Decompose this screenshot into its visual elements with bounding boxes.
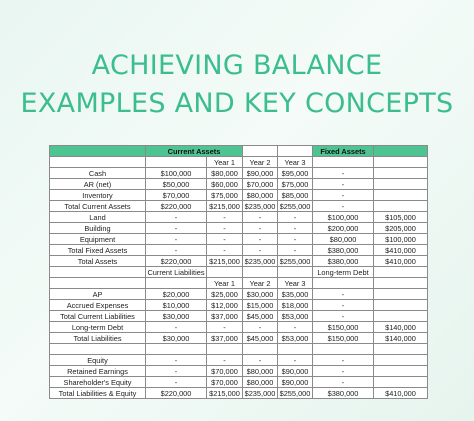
table-row: [50, 366, 428, 377]
value-cell: $75,000: [207, 190, 243, 201]
table-cell: [278, 267, 313, 278]
value-cell: [374, 201, 428, 212]
empty-cell: [207, 344, 243, 355]
value-cell: $410,000: [374, 388, 428, 399]
value-cell: [374, 355, 428, 366]
row-label: Cash: [50, 168, 146, 179]
value-cell: $380,000: [313, 388, 374, 399]
value-cell: -: [243, 355, 278, 366]
value-cell: $53,000: [278, 311, 313, 322]
row-label: Total Fixed Assets: [50, 245, 146, 256]
table-row: [50, 388, 428, 399]
value-cell: $60,000: [207, 179, 243, 190]
value-cell: $75,000: [278, 179, 313, 190]
value-cell: [374, 168, 428, 179]
table-cell: [374, 157, 428, 168]
value-cell: -: [243, 234, 278, 245]
value-cell: -: [146, 223, 207, 234]
value-cell: $100,000: [146, 168, 207, 179]
balance-sheet-table: [49, 145, 428, 399]
year-header: Year 3: [278, 278, 313, 289]
value-cell: $255,000: [278, 388, 313, 399]
section-header-row: [50, 146, 428, 157]
table-row: [50, 212, 428, 223]
value-cell: -: [146, 212, 207, 223]
page-title-line-2: EXAMPLES AND KEY CONCEPTS: [20, 88, 454, 119]
value-cell: $105,000: [374, 212, 428, 223]
value-cell: $70,000: [243, 179, 278, 190]
blank-row: [50, 344, 428, 355]
value-cell: -: [313, 300, 374, 311]
section-header-row: [50, 267, 428, 278]
value-cell: $220,000: [146, 388, 207, 399]
row-label: AR (net): [50, 179, 146, 190]
table-row: [50, 377, 428, 388]
empty-cell: [374, 344, 428, 355]
value-cell: [374, 179, 428, 190]
table-row: [50, 300, 428, 311]
value-cell: $53,000: [278, 333, 313, 344]
value-cell: $18,000: [278, 300, 313, 311]
value-cell: $215,000: [207, 388, 243, 399]
value-cell: -: [243, 223, 278, 234]
section-header-long-term-debt: Long-term Debt: [313, 267, 374, 278]
value-cell: $70,000: [207, 366, 243, 377]
empty-cell: [50, 344, 146, 355]
value-cell: -: [243, 322, 278, 333]
value-cell: -: [146, 322, 207, 333]
value-cell: $35,000: [278, 289, 313, 300]
value-cell: -: [207, 223, 243, 234]
value-cell: -: [207, 355, 243, 366]
table-cell: [313, 278, 374, 289]
year-header-row: [50, 157, 428, 168]
value-cell: $410,000: [374, 256, 428, 267]
row-label: Accrued Expenses: [50, 300, 146, 311]
value-cell: -: [146, 355, 207, 366]
value-cell: $90,000: [243, 168, 278, 179]
year-header: Year 2: [243, 157, 278, 168]
empty-cell: [313, 344, 374, 355]
value-cell: -: [146, 377, 207, 388]
value-cell: $150,000: [313, 333, 374, 344]
row-label: Total Liabilities & Equity: [50, 388, 146, 399]
value-cell: $70,000: [207, 377, 243, 388]
value-cell: -: [243, 212, 278, 223]
value-cell: [374, 311, 428, 322]
value-cell: -: [313, 179, 374, 190]
table-row: [50, 190, 428, 201]
value-cell: $30,000: [243, 289, 278, 300]
section-header-current-liabilities: Current Liabilities: [147, 267, 205, 277]
table-row: [50, 289, 428, 300]
value-cell: $37,000: [207, 333, 243, 344]
table-cell: [313, 157, 374, 168]
value-cell: [374, 289, 428, 300]
value-cell: $80,000: [243, 190, 278, 201]
value-cell: $25,000: [207, 289, 243, 300]
value-cell: $12,000: [207, 300, 243, 311]
table-cell: [146, 157, 207, 168]
value-cell: $80,000: [243, 366, 278, 377]
year-header: Year 1: [207, 278, 243, 289]
value-cell: $380,000: [313, 256, 374, 267]
value-cell: -: [207, 245, 243, 256]
value-cell: -: [243, 245, 278, 256]
value-cell: -: [207, 212, 243, 223]
header-cell: [374, 146, 428, 157]
row-label: Total Current Liabilities: [50, 311, 146, 322]
section-header-current-assets: Current Assets: [146, 146, 243, 157]
value-cell: $220,000: [146, 201, 207, 212]
table-row: [50, 223, 428, 234]
table-cell: [50, 267, 146, 278]
value-cell: $255,000: [278, 256, 313, 267]
table-cell: [374, 267, 428, 278]
empty-cell: [243, 344, 278, 355]
row-label: AP: [50, 289, 146, 300]
value-cell: $20,000: [146, 289, 207, 300]
value-cell: $235,000: [243, 201, 278, 212]
year-header: Year 3: [278, 157, 313, 168]
row-label: Equipment: [50, 234, 146, 245]
value-cell: $80,000: [243, 377, 278, 388]
table-row: [50, 168, 428, 179]
value-cell: $10,000: [146, 300, 207, 311]
table-row: [50, 179, 428, 190]
value-cell: -: [313, 377, 374, 388]
row-label: Building: [50, 223, 146, 234]
table-row: [50, 256, 428, 267]
value-cell: $380,000: [313, 245, 374, 256]
empty-cell: [278, 344, 313, 355]
value-cell: $70,000: [146, 190, 207, 201]
table-cell: [50, 157, 146, 168]
row-label: Retained Earnings: [50, 366, 146, 377]
value-cell: $255,000: [278, 201, 313, 212]
value-cell: $220,000: [146, 256, 207, 267]
value-cell: -: [278, 212, 313, 223]
value-cell: -: [313, 289, 374, 300]
value-cell: -: [146, 366, 207, 377]
row-label: Total Liabilities: [50, 333, 146, 344]
value-cell: -: [313, 190, 374, 201]
value-cell: $90,000: [278, 366, 313, 377]
value-cell: -: [207, 322, 243, 333]
table-cell: [207, 267, 243, 278]
value-cell: -: [207, 234, 243, 245]
value-cell: $100,000: [313, 212, 374, 223]
value-cell: [374, 377, 428, 388]
year-header: Year 2: [243, 278, 278, 289]
value-cell: -: [146, 234, 207, 245]
value-cell: [374, 190, 428, 201]
table-row: [50, 311, 428, 322]
value-cell: [374, 366, 428, 377]
value-cell: $235,000: [243, 256, 278, 267]
value-cell: -: [278, 245, 313, 256]
value-cell: $205,000: [374, 223, 428, 234]
table-cell: [243, 267, 278, 278]
value-cell: -: [313, 311, 374, 322]
value-cell: $90,000: [278, 377, 313, 388]
value-cell: -: [278, 234, 313, 245]
header-cell: [278, 146, 313, 157]
value-cell: $140,000: [374, 322, 428, 333]
year-header: Year 1: [207, 157, 243, 168]
table-row: [50, 333, 428, 344]
header-cell: [50, 146, 146, 157]
table-row: [50, 234, 428, 245]
row-label: Land: [50, 212, 146, 223]
value-cell: $215,000: [207, 256, 243, 267]
table-cell: [374, 278, 428, 289]
value-cell: $215,000: [207, 201, 243, 212]
value-cell: $140,000: [374, 333, 428, 344]
table-row: [50, 201, 428, 212]
value-cell: $30,000: [146, 311, 207, 322]
row-label: Shareholder's Equity: [50, 377, 146, 388]
table-row: [50, 322, 428, 333]
empty-cell: [146, 344, 207, 355]
value-cell: $410,000: [374, 245, 428, 256]
value-cell: -: [146, 245, 207, 256]
table-row: [50, 245, 428, 256]
value-cell: -: [278, 223, 313, 234]
row-label: Equity: [50, 355, 146, 366]
row-label: Inventory: [50, 190, 146, 201]
value-cell: $85,000: [278, 190, 313, 201]
value-cell: $37,000: [207, 311, 243, 322]
row-label: Long-term Debt: [50, 322, 146, 333]
value-cell: $30,000: [146, 333, 207, 344]
header-cell: [243, 146, 278, 157]
value-cell: $45,000: [243, 311, 278, 322]
value-cell: -: [313, 201, 374, 212]
value-cell: -: [313, 366, 374, 377]
row-label: Total Current Assets: [50, 201, 146, 212]
value-cell: $50,000: [146, 179, 207, 190]
value-cell: [374, 300, 428, 311]
value-cell: $200,000: [313, 223, 374, 234]
row-label: Total Assets: [50, 256, 146, 267]
value-cell: $95,000: [278, 168, 313, 179]
section-header-fixed-assets: Fixed Assets: [313, 146, 374, 157]
value-cell: $80,000: [207, 168, 243, 179]
page-title-line-1: ACHIEVING BALANCE: [91, 50, 383, 81]
value-cell: $235,000: [243, 388, 278, 399]
year-header-row: [50, 278, 428, 289]
value-cell: $80,000: [313, 234, 374, 245]
value-cell: $15,000: [243, 300, 278, 311]
value-cell: $150,000: [313, 322, 374, 333]
value-cell: -: [313, 168, 374, 179]
table-cell: [50, 278, 146, 289]
value-cell: -: [313, 355, 374, 366]
value-cell: $100,000: [374, 234, 428, 245]
table-cell: [146, 278, 207, 289]
value-cell: -: [278, 322, 313, 333]
value-cell: $45,000: [243, 333, 278, 344]
value-cell: -: [278, 355, 313, 366]
table-row: [50, 355, 428, 366]
